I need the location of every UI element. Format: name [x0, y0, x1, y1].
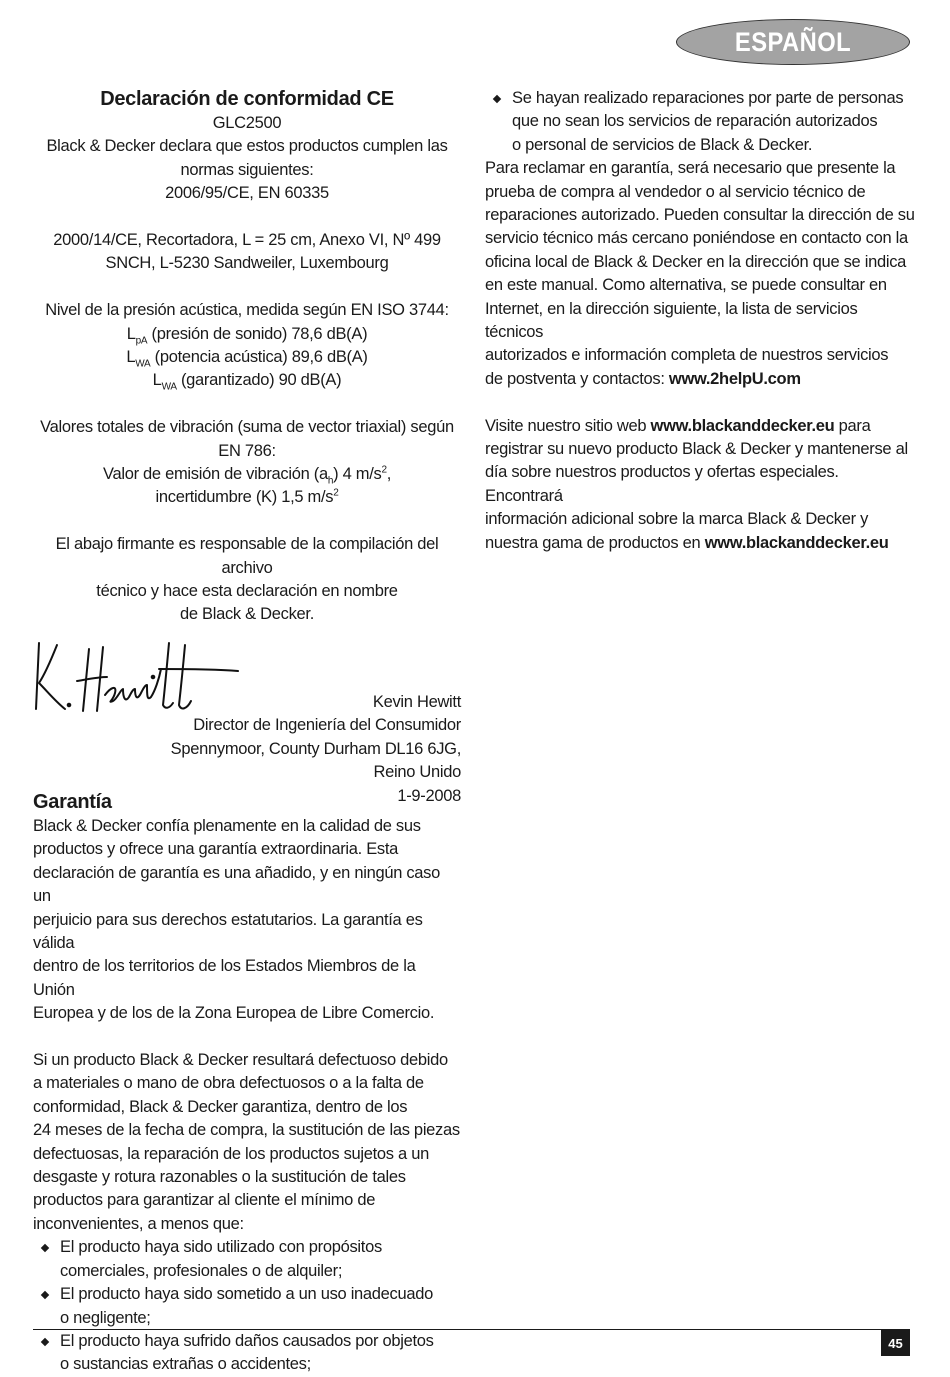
- text-line: 24 meses de la fecha de compra, la sustitución de las piezas: [33, 1121, 460, 1140]
- standards-line: 2006/95/CE, EN 60335: [165, 184, 329, 203]
- text-line: conformidad, Black & Decker garantiza, dentro de los: [33, 1097, 408, 1116]
- text-line: a materiales o mano de obra defectuosos o a la falta de: [33, 1074, 424, 1093]
- text-line: dentro de los territorios de los Estados Miembros de la Unión: [33, 957, 416, 999]
- signature-date: 1-9-2008: [397, 786, 461, 805]
- declaration-body: [33, 112, 461, 627]
- text-line: Visite nuestro sitio web www.blackanddecker.eu para: [485, 416, 871, 435]
- signatory-statement: de Black & Decker.: [180, 605, 314, 624]
- signatory-name: Kevin Hewitt: [372, 692, 461, 711]
- warranty-paragraph-1: [33, 815, 461, 1026]
- vibration-line: Valores totales de vibración (suma de vector triaxial) según: [40, 418, 454, 437]
- list-item: El producto haya sido utilizado con propósitos comerciales, profesionales o de alquiler;: [33, 1236, 461, 1283]
- signatory-statement: El abajo firmante es responsable de la compilación del archivo: [55, 535, 439, 577]
- text-line: información adicional sobre la marca Black & Decker y: [485, 510, 869, 529]
- right-column: [485, 87, 915, 555]
- directive-line: SNCH, L-5230 Sandweiler, Luxembourg: [105, 254, 389, 273]
- noise-intro: Nivel de la presión acústica, medida según EN ISO 3744:: [45, 301, 449, 320]
- text-line: día sobre nuestros productos y ofertas especiales. Encontrará: [485, 463, 839, 505]
- text-line: oficina local de Black & Decker en la dirección que se indica: [485, 252, 907, 271]
- exception-list-continued: [485, 87, 915, 157]
- lwa-guaranteed-line: $L_{WA}$ (garantizado) 90 dB(A): [152, 371, 342, 393]
- diamond-bullet-icon: [493, 95, 501, 103]
- declaration-intro-line: normas siguientes:: [180, 160, 314, 179]
- declaration-title: Declaración de conformidad CE: [100, 88, 394, 110]
- lpa-line: $L_{pA}$ (presión de sonido) 78,6 dB(A): [126, 324, 368, 346]
- lwa-line: $L_{WA}$ (potencia acústica) 89,6 dB(A): [126, 348, 368, 370]
- visit-paragraph: [485, 415, 915, 555]
- text-line: desgaste y rotura razonables o la sustitución de tales: [33, 1168, 406, 1187]
- text-line: de postventa y contactos: www.2helpU.com: [485, 369, 801, 388]
- signatory-address: Spennymoor, County Durham DL16 6JG,: [170, 739, 461, 758]
- signatory-role: Director de Ingeniería del Consumidor: [193, 716, 461, 735]
- text-line: autorizados e información completa de nuestros servicios: [485, 346, 889, 365]
- list-item: Se hayan realizado reparaciones por parte de personas que no sean los servicios de reparación autorizados o personal de servicios de Black & Decker.: [485, 87, 915, 157]
- language-label: ESPAÑOL: [734, 26, 852, 57]
- list-item: El producto haya sufrido daños causados por objetos o sustancias extrañas o accidentes;: [33, 1330, 461, 1377]
- text-line: Black & Decker confía plenamente en la calidad de sus: [33, 817, 421, 835]
- text-line: productos y ofrece una garantía extraordinaria. Esta: [33, 840, 399, 859]
- website-link[interactable]: www.blackanddecker.eu: [704, 533, 889, 552]
- warranty-paragraph-2: [33, 1049, 461, 1236]
- text-line: Internet, en la dirección siguiente, la lista de servicios técnicos: [485, 299, 858, 342]
- left-column: [33, 86, 461, 811]
- language-tab: [676, 19, 910, 65]
- website-link[interactable]: www.blackanddecker.eu: [650, 416, 835, 435]
- declaration-intro-line: Black & Decker declara que estos productos cumplen las: [46, 137, 448, 156]
- signatory-statement: técnico y hace esta declaración en nombre: [96, 582, 398, 601]
- text-line: en este manual. Como alternativa, se puede consultar en: [485, 276, 887, 295]
- exception-list: [33, 1236, 461, 1376]
- vibration-line: EN 786:: [218, 441, 276, 460]
- vibration-emission-line: Valor de emisión de vibración $(a_h)$ 4 $m/s^2$,: [102, 464, 392, 487]
- warranty-title: Garantía: [33, 791, 112, 813]
- text-line: perjuicio para sus derechos estatutarios. La garantía es válida: [33, 910, 423, 953]
- list-item: El producto haya sido sometido a un uso inadecuado o negligente;: [33, 1283, 461, 1330]
- text-line: Europea y de los de la Zona Europea de Libre Comercio.: [33, 1004, 435, 1023]
- text-line: inconvenientes, a menos que:: [33, 1214, 244, 1233]
- text-line: nuestra gama de productos en www.blackanddecker.eu: [485, 533, 889, 552]
- signature-block: [33, 643, 461, 811]
- footer-rule: [33, 1329, 910, 1330]
- directive-line: 2000/14/CE, Recortadora, L = 25 cm, Anexo VI, Nº 499: [53, 231, 441, 250]
- warranty-section: [33, 789, 461, 1377]
- signatory-country: Reino Unido: [373, 763, 461, 782]
- text-line: Si un producto Black & Decker resultará defectuoso debido: [33, 1051, 448, 1070]
- diamond-bullet-icon: [41, 1338, 49, 1346]
- text-line: servicio técnico más cercano poniéndose en contacto con la: [485, 229, 908, 248]
- page-number: 45: [881, 1330, 910, 1356]
- text-line: productos para garantizar al cliente el mínimo de: [33, 1191, 376, 1210]
- service-link[interactable]: www.2helpU.com: [668, 369, 801, 388]
- text-line: prueba de compra al vendedor o al servicio técnico de: [485, 182, 866, 201]
- text-line: Para reclamar en garantía, será necesario que presente la: [485, 159, 896, 178]
- vibration-uncertainty-line: incertidumbre (K) 1,5 $m/s^2$: [155, 487, 339, 507]
- text-line: registrar su nuevo producto Black & Decker y mantenerse al: [485, 440, 908, 459]
- model-number: GLC2500: [212, 114, 282, 132]
- diamond-bullet-icon: [41, 1291, 49, 1299]
- text-line: defectuosas, la reparación de los productos sujetos a un: [33, 1144, 429, 1163]
- diamond-bullet-icon: [41, 1244, 49, 1252]
- text-line: declaración de garantía es una añadido, y en ningún caso un: [33, 863, 441, 906]
- text-line: reparaciones autorizado. Pueden consultar la dirección de su: [485, 206, 915, 225]
- claim-paragraph: [485, 157, 915, 391]
